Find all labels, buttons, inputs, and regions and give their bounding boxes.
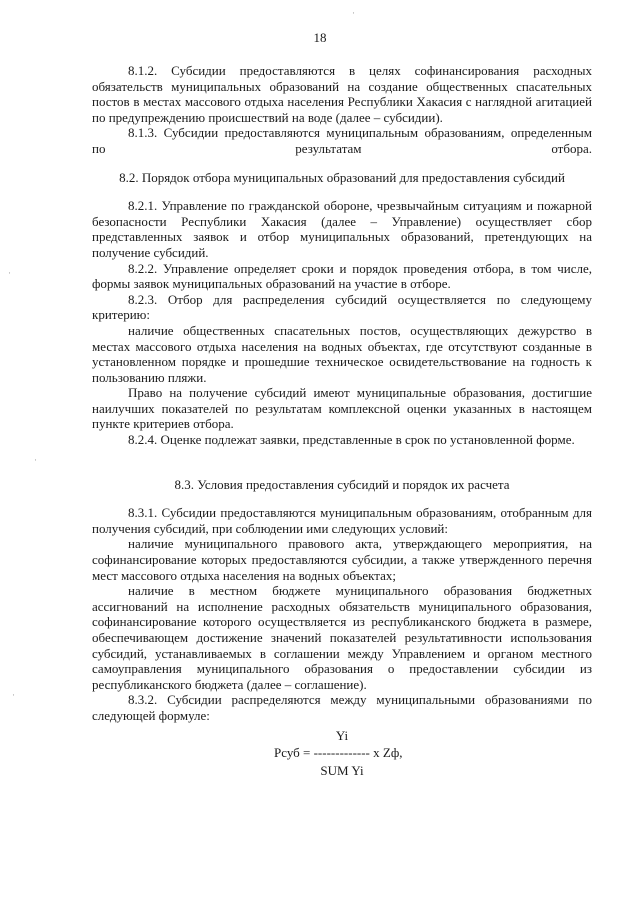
paragraph-8-2-4: 8.2.4. Оценке подлежат заявки, представленные в срок по установленной форме. bbox=[128, 432, 575, 448]
paragraph-8-2-3: 8.2.3. Отбор для распределения субсидий осуществляется по следующему критерию: bbox=[92, 291, 592, 323]
formula bbox=[92, 728, 592, 788]
scan-speck: · bbox=[12, 690, 15, 700]
page-number: 18 bbox=[313, 30, 327, 45]
scan-speck: · bbox=[34, 455, 37, 465]
formula-denominator: SUM Yi bbox=[320, 762, 364, 778]
formula-main: Рсуб = ------------- x Zф, bbox=[274, 744, 403, 760]
paragraph-condition-1: наличие муниципального правового акта, утверждающего мероприятия, на софинансирование которых предоставляются субсидии, а также утвержденного перечня мест массового отдыха населения на водных объектах; bbox=[92, 536, 592, 583]
paragraph-8-1-2: 8.1.2. Субсидии предоставляются в целях софинансирования расходных обязательств муниципальных образований на создание общественных спасательных постов в местах массового отдыха населения Республики Хакасия с наглядной агитацией по предупреждению происшествий на воде (далее – субсидии). bbox=[92, 63, 592, 125]
paragraph-criterion: наличие общественных спасательных постов, осуществляющих дежурство в местах массового отдыха населения на водных объектах, где отсутствуют созданные в установленном порядке и прошедшие техническое освидетельствование на годность к пользованию пляжи. bbox=[92, 322, 592, 385]
paragraph-8-2-1: 8.2.1. Управление по гражданской обороне, чрезвычайным ситуациям и пожарной безопасности Республики Хакасия (далее – Управление) осуществляет сбор представленных заявок и отбор муниципальных образований, претендующих на получение субсидий. bbox=[92, 198, 592, 260]
scan-speck: · bbox=[8, 268, 11, 278]
paragraph-condition-2: наличие в местном бюджете муниципального образования бюджетных ассигнований на исполнение расходных обязательств муниципального образования, софинансирование которого осуществляется из республиканского бюджета в размере, обеспечивающем достижение значений показателей результативности использования субсидий, устанавливаемых в соглашении между Управлением и органом местного самоуправления муниципального образования о предоставлении субсидии из республиканского бюджета (далее – соглашение). bbox=[92, 583, 592, 692]
scan-speck: · bbox=[352, 8, 355, 18]
paragraph-8-1-3: 8.1.3. Субсидии предоставляются муниципальным образованиям, определенным по результатам отбора. bbox=[92, 125, 592, 156]
paragraph-8-3-2: 8.3.2. Субсидии распределяются между муниципальными образованиями по следующей формуле: bbox=[92, 692, 592, 723]
section-heading-8-2: 8.2. Порядок отбора муниципальных образований для предоставления субсидий bbox=[119, 169, 565, 185]
paragraph-right: Право на получение субсидий имеют муниципальные образования, достигшие наилучших показателей по результатам комплексной оценки указанных в настоящем пункте критериев отбора. bbox=[92, 385, 592, 432]
section-heading-8-3: 8.3. Условия предоставления субсидий и порядок их расчета bbox=[174, 476, 510, 492]
paragraph-8-3-1: 8.3.1. Субсидии предоставляются муниципальным образованиям, отобранным для получения субсидий, при соблюдении ими следующих условий: bbox=[92, 505, 592, 536]
document-body bbox=[92, 63, 592, 788]
paragraph-8-2-2: 8.2.2. Управление определяет сроки и порядок проведения отбора, в том числе, формы заявок муниципальных образований на участие в отборе. bbox=[92, 260, 592, 292]
formula-numerator: Yi bbox=[335, 727, 349, 743]
